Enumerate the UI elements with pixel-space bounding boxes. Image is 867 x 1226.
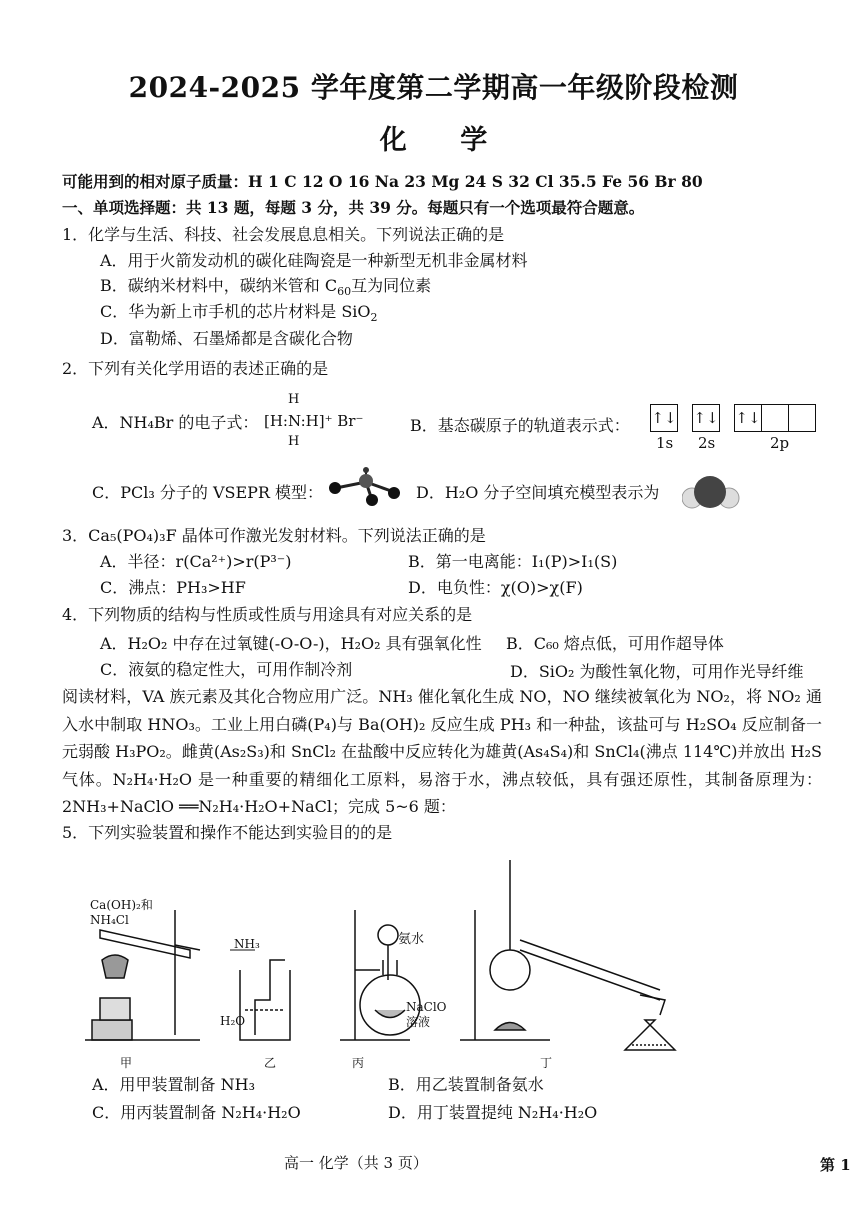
q4-option-c: C．液氨的稳定性大，可用作制冷剂 <box>100 660 353 679</box>
q3-option-b: B．第一电离能：I₁(P)>I₁(S) <box>408 552 618 571</box>
bing-label: 丙 <box>352 1056 365 1070</box>
q1-option-b: B．碳纳米材料中，碳纳米管和 $C_{60}$互为同位素 <box>100 276 432 299</box>
q4-stem: 4．下列物质的结构与性质或性质与用途具有对应关系的是 <box>62 605 473 624</box>
bing-reagent-label: 氨水 <box>398 932 425 947</box>
q5-option-b: B．用乙装置制备氨水 <box>388 1075 544 1094</box>
q1-option-a: A．用于火箭发动机的碳化硅陶瓷是一种新型无机非金属材料 <box>100 251 528 270</box>
q1-option-c: C．华为新上市手机的芯片材料是 SiO$_2$ <box>100 302 378 325</box>
atomic-masses: 可能用到的相对原子质量：H 1 C 12 O 16 Na 23 Mg 24 S 32 Cl 35.5 Fe 56 Br 80 <box>62 172 703 191</box>
q4-option-a: A．H₂O₂ 中存在过氧键(-O-O-)，H₂O₂ 具有强氧化性 <box>100 634 482 653</box>
q2-option-a: A．NH₄Br 的电子式： <box>92 413 259 432</box>
electron-formula: H H [H:N:H]⁺ Br⁻ <box>264 392 364 449</box>
yi-label: 乙 <box>264 1056 277 1070</box>
q4-option-d: D．SiO₂ 为酸性氧化物，可用作光导纤维 <box>510 662 804 681</box>
q5-option-a: A．用甲装置制备 NH₃ <box>92 1075 256 1094</box>
subject-title: 化 学 <box>379 125 510 156</box>
reading-material: 阅读材料，VA 族元素及其化合物应用广泛。NH₃ 催化氧化生成 NO，NO 继续被氧化为 NO₂，将 NO₂ 通入水中制取 HNO₃。工业上用白磷(P₄)与 Ba(OH)₂ 反应生成 PH₃ 和一种盐，该盐可与 H₂SO₄ 反应制备一元弱酸 H₃PO₂。雌黄(As₂S₃)和 SnCl₂ 在盐酸中反应转化为雄黄(As₄S₄)和 SnCl₄(沸点 114℃)并放出 H₂S 气体。N₂H₄·H₂O 是一种重要的精细化工原料，易溶于水，沸点较低，具有强还原性，其制备原理为：2NH₃+NaClO ══N₂H₄·H₂O+NaCl；完成 5~6 题： <box>62 687 822 816</box>
jia-reagent-label: Ca(OH)₂和 NH₄Cl <box>90 898 153 927</box>
q2-stem: 2．下列有关化学用语的表述正确的是 <box>62 359 329 378</box>
q5-option-d: D．用丁装置提纯 N₂H₄·H₂O <box>388 1103 598 1122</box>
q2-option-b: B．基态碳原子的轨道表示式： <box>410 416 630 435</box>
q1-stem: 1．化学与生活、科技、社会发展息息相关。下列说法正确的是 <box>62 225 505 244</box>
section-heading: 一、单项选择题：共 13 题，每题 3 分，共 39 分。每题只有一个选项最符合题意。 <box>62 198 645 217</box>
footer-page-number: 第 1 <box>820 1156 851 1174</box>
q2-option-c: C．PCl₃ 分子的 VSEPR 模型： <box>92 483 324 502</box>
jia-label: 甲 <box>120 1056 133 1070</box>
q3-stem: 3．Ca₅(PO₄)₃F 晶体可作激光发射材料。下列说法正确的是 <box>62 526 486 545</box>
apparatus-figure <box>80 850 690 1070</box>
footer-page-info: 高一 化学（共 3 页） <box>284 1154 428 1172</box>
q5-stem: 5．下列实验装置和操作不能达到实验目的的是 <box>62 823 393 842</box>
q3-option-c: C．沸点：PH₃>HF <box>100 578 246 597</box>
yi-liquid-label: H₂O <box>220 1014 246 1028</box>
q5-option-c: C．用丙装置制备 N₂H₄·H₂O <box>92 1103 301 1122</box>
q3-option-a: A．半径：r(Ca²⁺)>r(P³⁻) <box>100 552 292 571</box>
yi-gas-label: NH₃ <box>234 937 260 951</box>
q3-option-d: D．电负性：χ(O)>χ(F) <box>408 578 583 597</box>
space-filling-model-image <box>682 474 740 512</box>
bing-solution-label: NaClO 溶液 <box>406 1000 447 1029</box>
q1-option-d: D．富勒烯、石墨烯都是含碳化合物 <box>100 329 353 348</box>
page-title: 2024-2025 学年度第二学期高一年级阶段检测 <box>128 71 739 104</box>
ding-label: 丁 <box>540 1056 553 1070</box>
q2-option-d: D．H₂O 分子空间填充模型表示为 <box>416 483 660 502</box>
q4-option-b: B．C₆₀ 熔点低，可用作超导体 <box>506 634 724 653</box>
vsepr-model-image <box>326 466 406 506</box>
